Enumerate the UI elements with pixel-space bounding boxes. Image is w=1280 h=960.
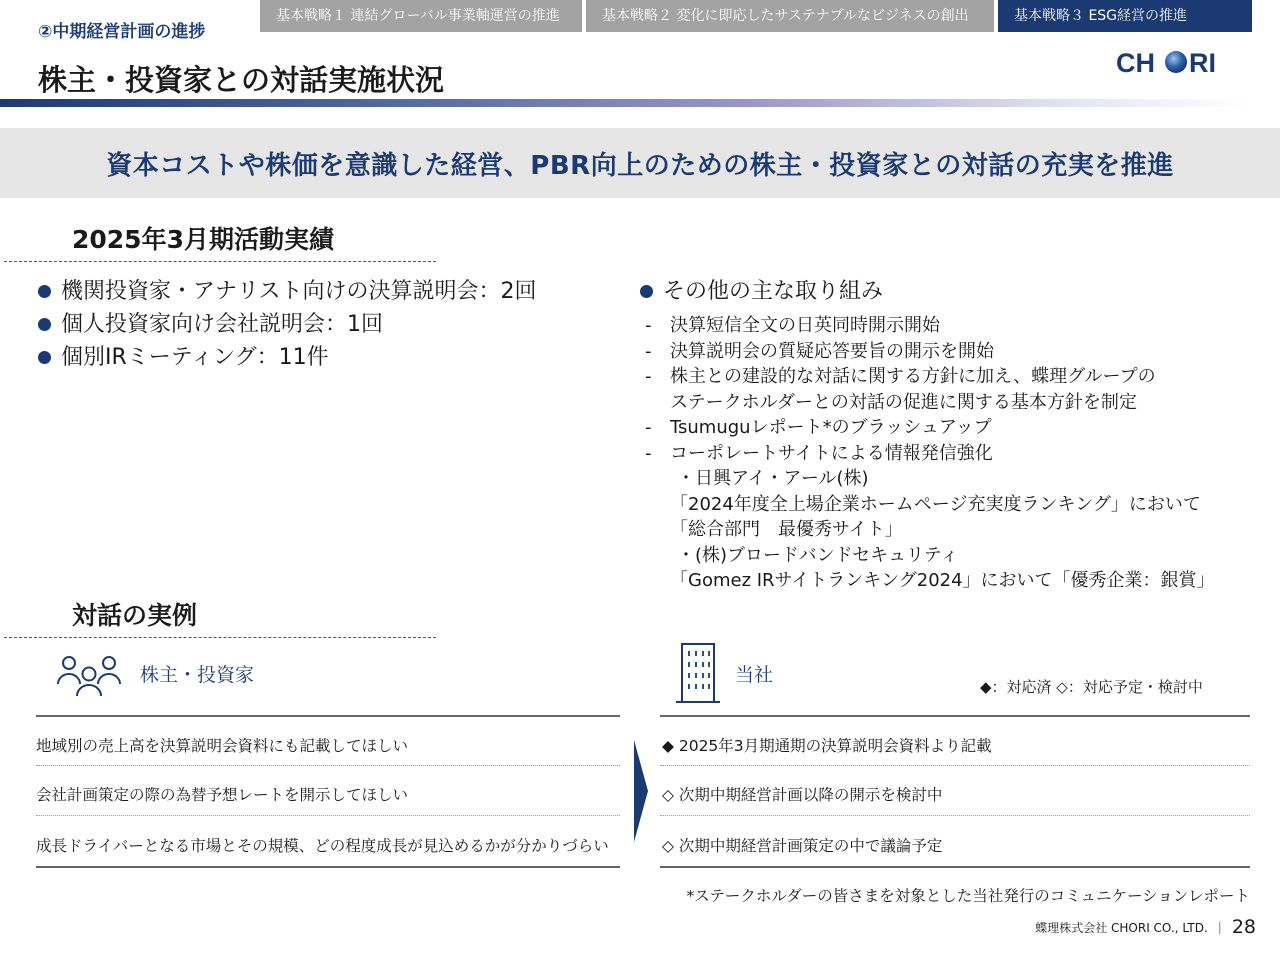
bullet-icon [38, 318, 51, 331]
company-name: 蝶理株式会社 CHORI CO., LTD. [1035, 920, 1208, 935]
list-item: - 決算短信全文の日英同時開示開始 [645, 315, 940, 336]
chori-logo [1116, 44, 1236, 80]
activity-heading: 2025年3月期活動実績 [72, 225, 334, 254]
tab-strategy-1[interactable]: 基本戦略１ 連結グローバル事業軸運営の推進 [260, 0, 582, 32]
list-item: - コーポレートサイトによる情報発信強化 [645, 442, 993, 464]
title-underline [0, 99, 1250, 107]
table-top-rule-left [36, 715, 620, 717]
list-item: 個別IRミーティング：11件 [38, 341, 537, 374]
section-label: ②中期経営計画の進捗 [38, 22, 206, 42]
footnote: *ステークホルダーの皆さまを対象とした当社発行のコミュニケーションレポート [686, 887, 1250, 905]
table-bottom-rule-left [36, 866, 620, 868]
award-source: ・(株)ブロードバンドセキュリティ [677, 544, 959, 566]
people-icon [55, 654, 123, 698]
response-row: ◇ 次期中期経営計画策定の中で議論予定 [662, 837, 943, 855]
list-item-continuation: ステークホルダーとの対話の促進に関する基本方針を制定 [670, 391, 1137, 413]
status-legend: ◆：対応済 ◇：対応予定・検討中 [980, 678, 1203, 696]
award-source: ・日興アイ・アール(株) [677, 468, 869, 489]
table-top-rule-right [660, 715, 1250, 717]
list-item: - Tsumuguレポート*のブラッシュアップ [645, 417, 992, 438]
page-title: 株主・投資家との対話実施状況 [38, 63, 445, 97]
row-divider [36, 765, 620, 766]
request-row: 会社計画策定の際の為替予想レートを開示してほしい [36, 786, 409, 804]
bullet-icon [38, 285, 51, 298]
activity-list [38, 275, 537, 374]
list-item: - 決算説明会の質疑応答要旨の開示を開始 [645, 340, 994, 362]
award-detail: 「総合部門 最優秀サイト」 [670, 519, 903, 540]
list-item: 機関投資家・アナリスト向けの決算説明会：2回 [38, 275, 537, 308]
bullet-icon [38, 351, 51, 364]
investor-label: 株主・投資家 [140, 664, 255, 686]
svg-text:CH: CH [1116, 48, 1155, 78]
dialogue-heading: 対話の実例 [72, 601, 198, 630]
request-row: 地域別の売上高を決算説明会資料にも記載してほしい [36, 737, 409, 755]
other-initiatives-list [645, 313, 1215, 594]
svg-text:RI: RI [1189, 48, 1216, 78]
page-number: 28 [1231, 916, 1256, 938]
row-divider [660, 815, 1250, 816]
banner-text: 資本コストや株価を意識した経営、PBR向上のための株主・投資家との対話の充実を推進 [106, 150, 1174, 181]
table-bottom-rule-right [660, 866, 1250, 868]
response-row: ◆ 2025年3月期通期の決算説明会資料より記載 [662, 737, 992, 755]
footer-separator: | [1217, 920, 1222, 934]
award-detail: 「2024年度全上場企業ホームページ充実度ランキング」において [670, 493, 1201, 515]
building-icon [676, 642, 720, 704]
row-divider [660, 765, 1250, 766]
footer [1035, 916, 1256, 938]
award-detail: 「Gomez IRサイトランキング2024」において「優秀企業：銀賞」 [670, 570, 1215, 591]
theme-banner [0, 128, 1280, 198]
list-item: 個人投資家向け会社説明会：1回 [38, 308, 537, 341]
company-label: 当社 [735, 664, 774, 686]
list-item: - 株主との建設的な対話に関する方針に加え、蝶理グループの [645, 366, 1156, 387]
response-row: ◇ 次期中期経営計画以降の開示を検討中 [662, 786, 943, 804]
other-initiatives-heading: その他の主な取り組み [640, 275, 883, 308]
arrow-right-icon [634, 740, 648, 842]
dialogue-heading-rule [4, 637, 436, 638]
tab-strategy-2[interactable]: 基本戦略２ 変化に即応したサステナブルなビジネスの創出 [586, 0, 994, 32]
activity-heading-rule [4, 261, 436, 262]
row-divider [36, 815, 620, 816]
request-row: 成長ドライバーとなる市場とその規模、どの程度成長が見込めるかが分かりづらい [36, 837, 609, 855]
bullet-icon [640, 285, 653, 298]
tab-strategy-3[interactable]: 基本戦略３ ESG経営の推進 [998, 0, 1252, 32]
strategy-tabs [260, 0, 1252, 32]
